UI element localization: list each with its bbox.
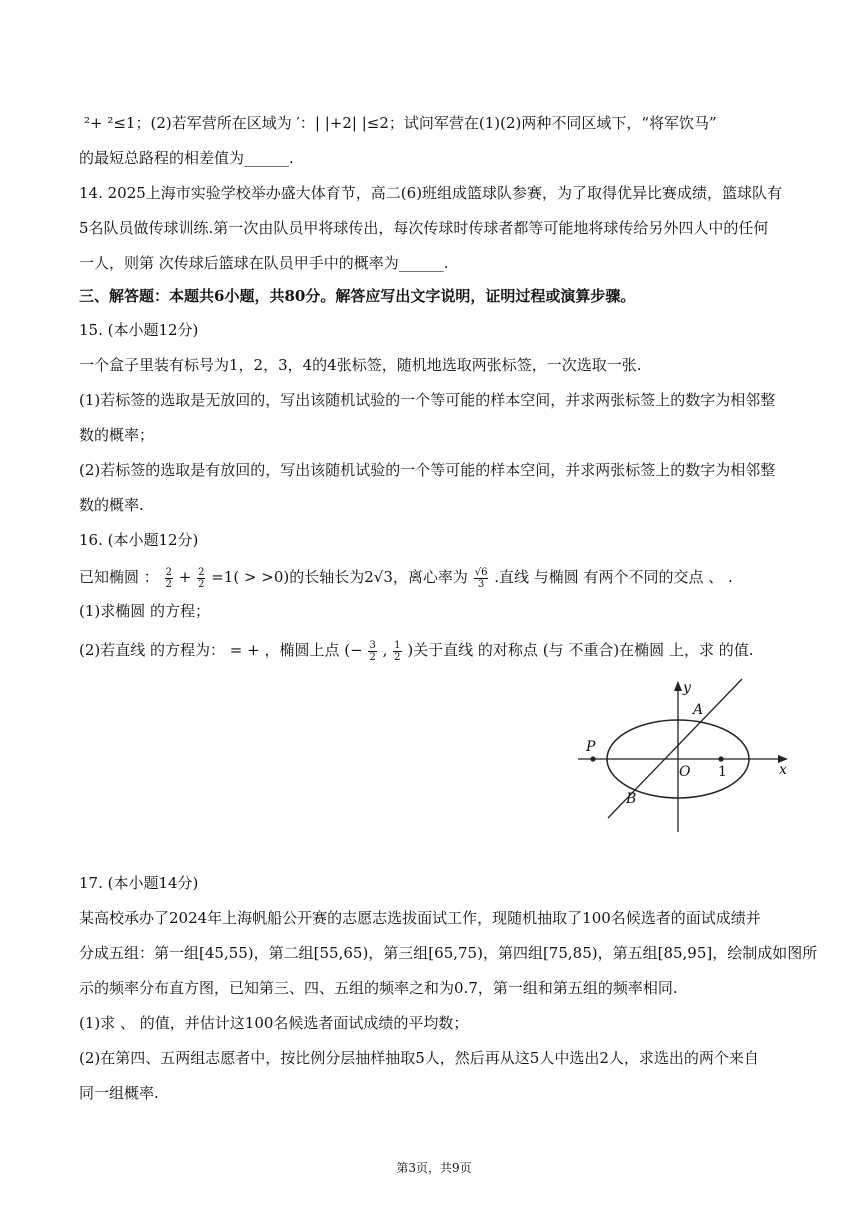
- question-17-text: 某高校承办了2024年上海帆船公开赛的志愿志选拔面试工作，现随机抽取了100名候选者的面试成绩并: [79, 909, 761, 927]
- fraction-y2-b2: [197, 567, 205, 590]
- question-17-part2: 同一组概率.: [79, 1084, 159, 1102]
- question-14-text: 一人，则第 次传球后篮球在队员甲手中的概率为______.: [79, 254, 449, 272]
- question-16-ellipse-line: [79, 565, 733, 590]
- question-17-part2: (2)在第四、五两组志愿者中，按比例分层抽样抽取5人，然后再从这5人中选出2人，求选出的两个来自: [79, 1049, 759, 1067]
- label-o: O: [679, 764, 691, 780]
- text-span: .直线 与椭圆 有两个不同的交点 、 .: [494, 568, 733, 586]
- text-span: +: [178, 568, 192, 586]
- text-line: ²+ ²≤1；(2)若军营所在区域为 ′：| |+2| |≤2；试问军营在(1)(2)两种不同区域下，“将军饮马”: [84, 114, 717, 132]
- label-x: x: [779, 762, 787, 778]
- fraction-numerator: 2: [165, 566, 172, 578]
- label-a: A: [693, 702, 704, 718]
- question-15-text: (1)若标签的选取是无放回的，写出该随机试验的一个等可能的样本空间，并求两张标签上的数字为相邻整: [79, 391, 776, 409]
- question-15-text: 数的概率.: [79, 496, 144, 514]
- question-16-part1: (1)求椭圆 的方程；: [79, 602, 211, 620]
- question-14-text: 5名队员做传球训练.第一次由队员甲将球传出，每次传球时传球者都等可能地将球传给另外四人中的任何: [79, 219, 769, 237]
- fraction-numerator: 2: [198, 566, 205, 578]
- question-15-text: (2)若标签的选取是有放回的，写出该随机试验的一个等可能的样本空间，并求两张标签上的数字为相邻整: [79, 461, 776, 479]
- question-16-part2: [79, 638, 753, 663]
- fraction-denominator: 2: [369, 651, 376, 663]
- fraction-numerator: 1: [394, 639, 401, 651]
- question-17-header: 17. (本小题14分): [79, 874, 199, 892]
- text-span: )关于直线 的对称点 (与 不重合)在椭圆 上，求 的值.: [407, 641, 754, 659]
- section-heading: 三、解答题：本题共6小题，共80分。解答应写出文字说明，证明过程或演算步骤。: [79, 287, 636, 305]
- fraction-eccentricity: [474, 567, 489, 590]
- label-one: 1: [718, 764, 727, 780]
- fraction-denominator: 2: [394, 651, 401, 663]
- label-p: P: [586, 739, 596, 755]
- point-one: [718, 756, 723, 761]
- question-16-header: 16. (本小题12分): [79, 531, 199, 549]
- fraction-point-y: [393, 640, 401, 663]
- fraction-numerator: 3: [369, 639, 376, 651]
- text-span: 已知椭圆 ：: [79, 568, 159, 586]
- ellipse-figure: [572, 672, 802, 837]
- question-17-text: 示的频率分布直方图，已知第三、四、五组的频率之和为0.7，第一组和第五组的频率相同.: [79, 979, 678, 997]
- label-y: y: [683, 680, 691, 696]
- fraction-denominator: 3: [477, 578, 485, 590]
- question-15-text: 数的概率；: [79, 426, 155, 444]
- point-p: [590, 756, 595, 761]
- question-17-text: 分成五组：第一组[45,55)，第二组[55,65)，第三组[65,75)，第四组[75,85)，第五组[85,95]，绘制成如图所: [79, 944, 818, 962]
- fraction-x2-a2: [165, 567, 173, 590]
- question-15-text: 一个盒子里装有标号为1，2，3，4的4张标签，随机地选取两张标签，一次选取一张.: [79, 356, 642, 374]
- fraction-denominator: 2: [165, 578, 172, 590]
- text-line: 的最短总路程的相差值为______.: [79, 149, 294, 167]
- text-span: (2)若直线 的方程为： = + ，椭圆上点 (−: [79, 641, 363, 659]
- label-b: B: [626, 791, 637, 807]
- fraction-denominator: 2: [198, 578, 205, 590]
- y-axis-arrow: [674, 681, 682, 691]
- question-15-header: 15. (本小题12分): [79, 321, 199, 339]
- text-span: ,: [382, 641, 388, 659]
- fraction-numerator: √6: [474, 566, 488, 578]
- question-14-text: 14. 2025上海市实验学校举办盛大体育节，高二(6)班组成篮球队参赛，为了取得优异比赛成绩，篮球队有: [79, 184, 783, 202]
- page-footer: 第3页，共9页: [396, 1161, 472, 1175]
- question-17-part1: (1)求 、 的值，并估计这100名候选者面试成绩的平均数；: [79, 1014, 469, 1032]
- fraction-point-x: [368, 640, 376, 663]
- text-span: =1( > >0)的长轴长为2√3，离心率为: [211, 568, 468, 586]
